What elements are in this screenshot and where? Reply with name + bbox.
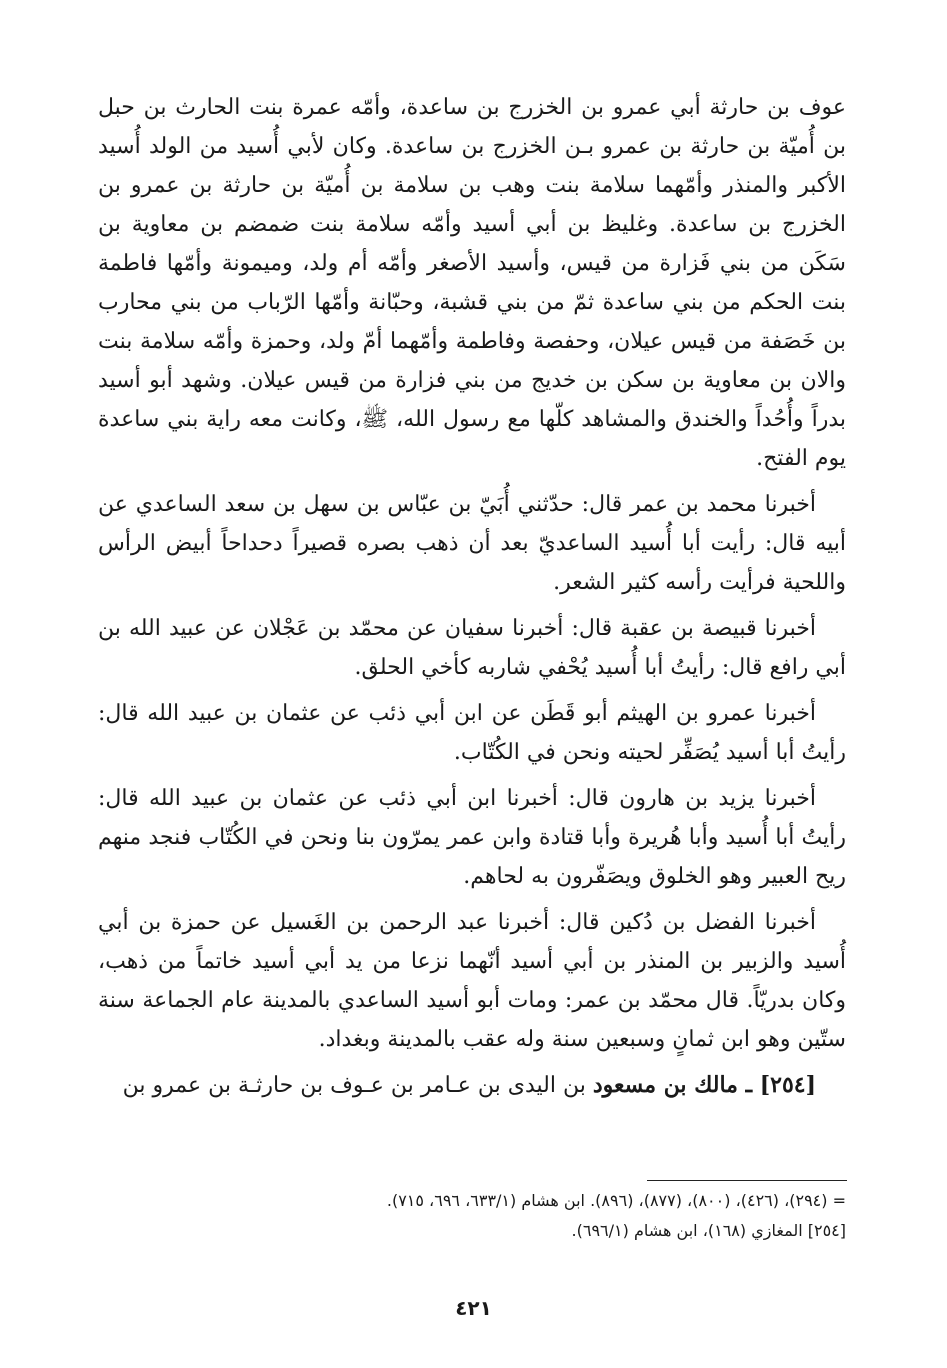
main-text <box>98 88 846 1112</box>
paragraph-narration-5: أخبرنا الفضل بن دُكين قال: أخبرنا عبد الرحمن بن الغَسيل عن حمزة بن أبي أُسيد والزبير بن المنذر بن أبي أسيد أنّهما نزعا من يد أبي أسيد خاتماً من ذهب، وكان بدريّاً. قال محمّد بن عمر: ومات أبو أسيد الساعدي بالمدينة عام الجماعة سنة ستّين وهو ابن ثمانٍ وسبعين سنة وله عقب بالمدينة وبغداد. <box>98 910 847 1052</box>
paragraph-narration-1: أخبرنا محمد بن عمر قال: حدّثني أُبَيّ بن عبّاس بن سهل بن سعد الساعدي عن أبيه قال: رأيت أبا أُسيد الساعديّ بعد أن ذهب بصره قصيراً دحداحاً أبيض الرأس واللحية فرأيت رأسه كثير الشعر. <box>98 492 846 595</box>
entry-paragraph <box>98 1066 846 1105</box>
paragraph-genealogy: عوف بن حارثة أبي عمرو بن الخزرج بن ساعدة، وأمّه عمرة بنت الحارث بن حبل بن أُميّة بن حارثة بن عمرو بـن الخزرج بن ساعدة. وكان لأبي أُسيد من الولد أُسيد الأكبر والمنذر وأمّهما سلامة بنت وهب بن سلامة بن أُميّة بن حارثة بن عمرو بن الخزرج بن ساعدة. وغليظ بن أبي أسيد وأمّه سلامة بنت ضمضم بن معاوية بن سَكَن من بني فَزارة من قيس، وأسيد الأصغر وأمّه أم ولد، وميمونة وأمّها فاطمة بنت الحكم من بني ساعدة ثمّ من بني قشبة، وحبّانة وأمّها الرّباب من بني محارب بن خَصَفة من قيس عيلان، وحفصة وفاطمة وأمّهما أمّ ولد، وحمزة وأمّه سلامة بنت والان بن معاوية بن سكن بن خديج من بني فزارة من قيس عيلان. وشهد أبو أسيد بدراً وأُحُداً والخندق والمشاهد كلّها مع رسول الله، ﷺ، وكانت معه راية بني ساعدة يوم الفتح. <box>98 95 846 471</box>
paragraph-narration-3: أخبرنا عمرو بن الهيثم أبو قَطَن عن ابن أبي ذئب عن عثمان بن عبيد الله قال: رأيتُ أبا أسيد يُصَفِّر لحيته ونحن في الكُتّاب. <box>98 701 846 765</box>
entry-heading: [٢٥٤] ـ مالك بن مسعود <box>592 1072 816 1098</box>
footnote-line-1: = (٢٩٤)، (٤٢٦)، (٨٠٠)، (٨٧٧)، (٨٩٦). ابن هشام (٦٣٣/١، ٦٩٦، ٧١٥). <box>386 1191 846 1210</box>
paragraph-narration-2: أخبرنا قبيصة بن عقبة قال: أخبرنا سفيان عن محمّد بن عَجْلان عن عبيد الله بن أبي رافع قال: رأيتُ أبا أُسيد يُحْفي شاربه كأخي الحلق. <box>98 616 846 680</box>
entry-text: بن اليدى بن عـامر بن عـوف بن حارثـة بن عمرو بن <box>122 1073 593 1098</box>
footnotes <box>98 1186 846 1246</box>
footnote-separator <box>647 1180 847 1181</box>
footnote-line-2: [٢٥٤] المغازي (١٦٨)، ابن هشام (٦٩٦/١). <box>571 1221 846 1240</box>
paragraph-narration-4: أخبرنا يزيد بن هارون قال: أخبرنا ابن أبي ذئب عن عثمان بن عبيد الله قال: رأيتُ أبا أُسيد وأبا هُريرة وأبا قتادة وابن عمر يمرّون بنا ونحن في الكُتّاب فنجد منهم ريح العبير وهو الخلوق ويصَفّرون به لحاهم. <box>98 786 846 889</box>
page-number: ٤٢١ <box>455 1296 492 1320</box>
